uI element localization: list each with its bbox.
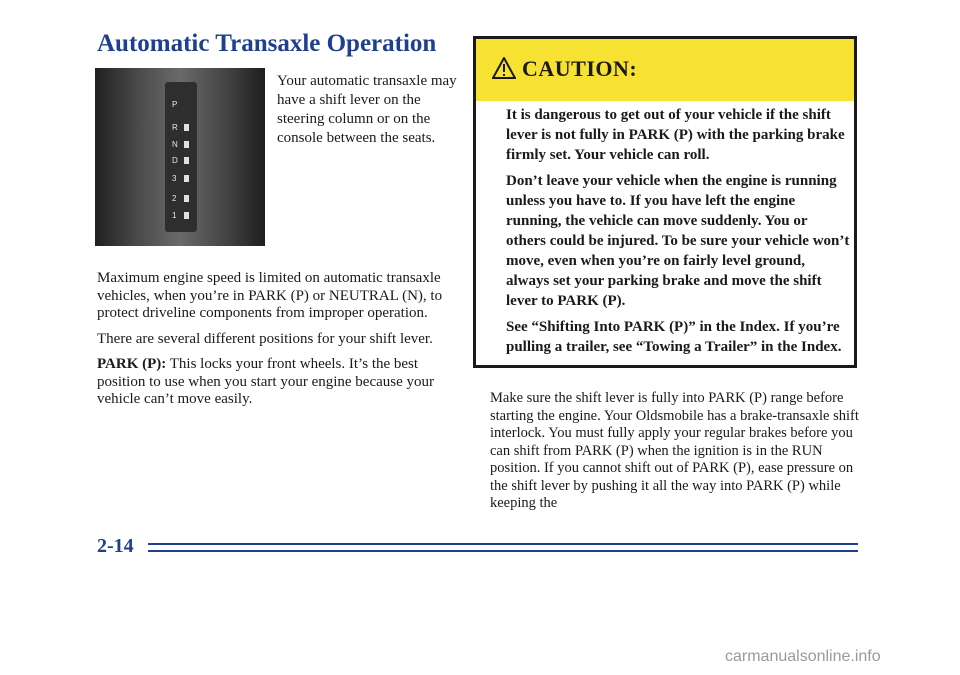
gear-indicator-3: 3 (172, 174, 194, 184)
warning-triangle-icon (492, 57, 516, 79)
gear-indicator-2: 2 (172, 194, 194, 204)
caution-paragraph-2: Don’t leave your vehicle when the engine is running unless you have to. If you have left the engine running, the vehicle can move suddenly. You or others could be injured. To be sure your vehicle won’t move, even when you’re on fairly level ground, always set your parking brake and move the shift lever to PARK (P). (506, 173, 850, 309)
gear-indicator-r: R (172, 123, 194, 133)
caution-paragraph-3: See “Shifting Into PARK (P)” in the Index. If you’re pulling a trailer, see “Towing a Trailer” in the Index. (506, 319, 842, 355)
shift-indicator-photo (95, 68, 265, 246)
left-column (97, 270, 467, 417)
intro-text: Your automatic transaxle may have a shift lever on the steering column or on the console between the seats. (277, 73, 457, 146)
footer-rule-top (148, 543, 858, 545)
gear-indicator-p: P (172, 100, 178, 109)
footer-rule-bottom (148, 550, 858, 552)
gear-indicator-n: N (172, 140, 194, 150)
caution-header (476, 39, 854, 101)
right-column-text: Make sure the shift lever is fully into PARK (P) range before starting the engine. Your Oldsmobile has a brake-transaxle shift interlock. You must fully apply your regular brakes before you can shift from PARK (P) when the ignition is in the RUN position. If you cannot shift out of PARK (P), ease pressure on the shift lever by pushing it all the way into PARK (P) while keeping the (490, 390, 859, 511)
site-watermark: carmanualsonline.info (725, 648, 881, 665)
page-number: 2-14 (97, 535, 134, 557)
park-paragraph (97, 356, 467, 409)
gear-indicator-1: 1 (172, 211, 194, 221)
caution-body (506, 105, 851, 363)
caution-title: CAUTION: (522, 56, 638, 81)
caution-paragraph-1: It is dangerous to get out of your vehicle if the shift lever is not fully in PARK (P) with the parking brake firmly set. Your vehicle can roll. (506, 107, 845, 163)
caution-box (473, 36, 857, 368)
gear-indicator-d: D (172, 156, 194, 166)
park-lead: PARK (P): (97, 356, 167, 372)
left-paragraph-2: There are several different positions for your shift lever. (97, 330, 433, 347)
page-title: Automatic Transaxle Operation (97, 30, 437, 57)
left-paragraph-1: Maximum engine speed is limited on automatic transaxle vehicles, when you’re in PARK (P) or NEUTRAL (N), to protect driveline components from improper operation. (97, 270, 443, 321)
park-text: This locks your front wheels. It’s the best position to use when you start your engine because your vehicle can’t move easily. (97, 356, 435, 407)
